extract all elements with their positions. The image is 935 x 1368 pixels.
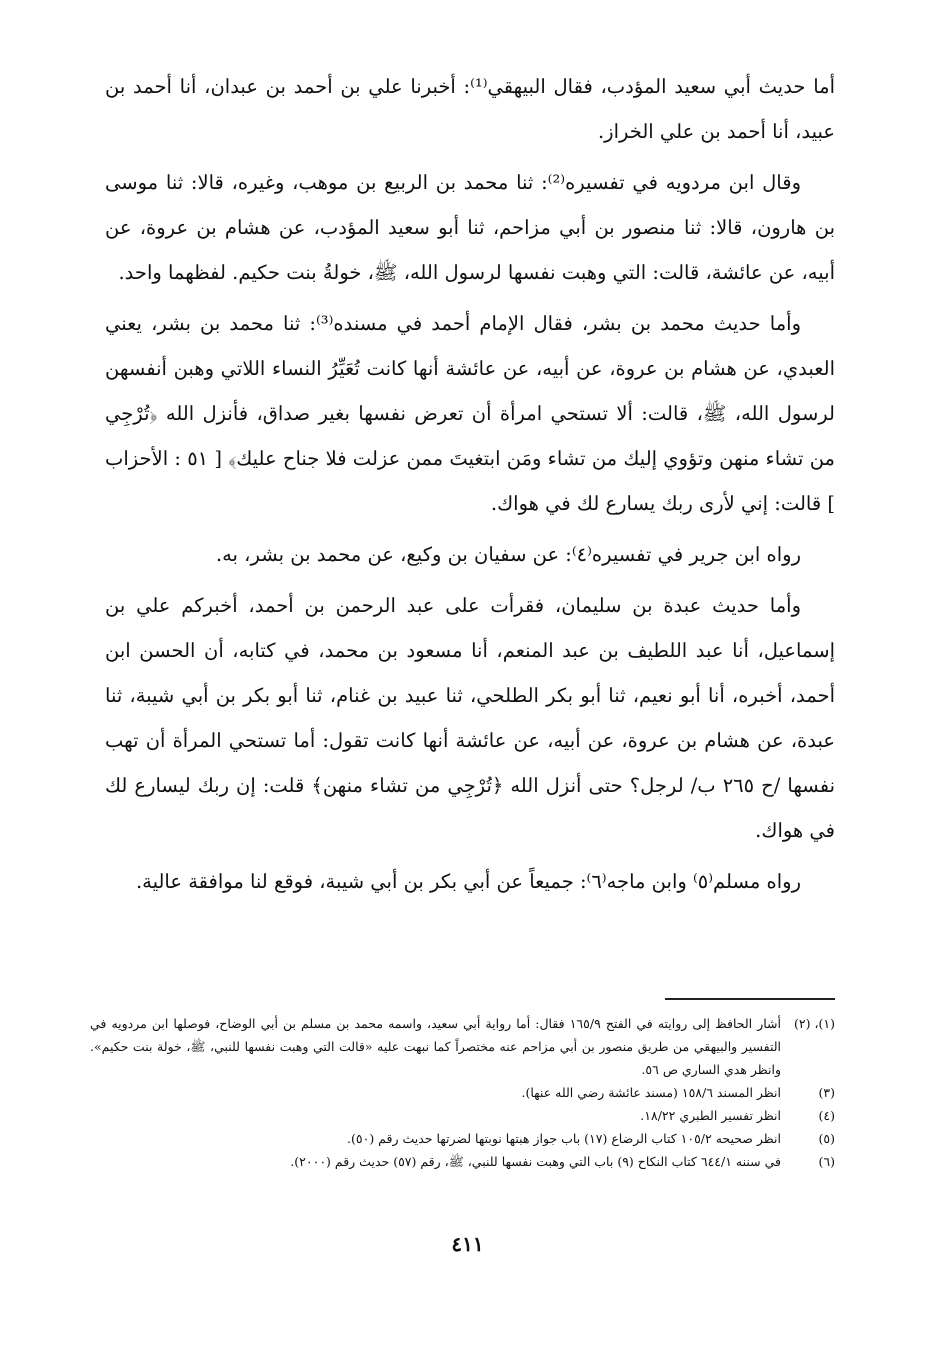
footnote [90,1127,835,1150]
footnote [90,1012,835,1081]
page-number: ٤١١ [451,1232,484,1256]
footnotes-section [90,1012,835,1173]
paragraph: وأما حديث محمد بن بشر، فقال الإمام أحمد في مسنده⁽³⁾: ثنا محمد بن بشر، يعني العبدي، عن هشام بن عروة، عن أبيه، عن عائشة أنها كانت تُعَيِّرُ النساء اللاتي وهبن أنفسهن لرسول الله، ﷺ، قالت: ألا تستحي امرأة أن تعرض نفسها بغير صداق، فأنزل الله ﴿تُرْجِي من تشاء منهن وتؤوي إليك من تشاء ومَن ابتغيتَ ممن عزلت فلا جناح عليك﴾ [ ٥١ : الأحزاب ] قالت: إني لأرى ربك يسارع لك في هواك. [105,312,835,515]
footnote-number: (٤) [818,1108,835,1123]
paragraph: أما حديث أبي سعيد المؤدب، فقال البيهقي⁽¹⁾: أخبرنا علي بن أحمد بن عبدان، أنا أحمد بن عبيد، أنا أحمد بن علي الخراز. [105,75,835,143]
paragraph: وقال ابن مردويه في تفسيره⁽²⁾: ثنا محمد بن الربيع بن موهب، وغيره، قالا: ثنا موسى بن هارون، قالا: ثنا منصور بن أبي مزاحم، ثنا أبو سعيد المؤدب، عن هشام بن عروة، عن أبيه، عن عائشة، قالت: التي وهبت نفسها لرسول الله، ﷺ، خولةُ بنت حكيم. لفظهما واحد. [105,171,835,284]
footnote-text: في سننه ٦٤٤/١ كتاب النكاح (٩) باب التي وهبت نفسها للنبي، ﷺ، رقم (٥٧) حديث رقم (٢٠٠٠). [290,1154,781,1169]
footnote-number: (١)، (٢) [794,1016,835,1031]
footnote-text: انظر صحيحه ١٠٥/٢ كتاب الرضاع (١٧) باب جواز هبتها نوبتها لضرتها حديث رقم (٥٠). [347,1131,781,1146]
footnote-text: أشار الحافظ إلى روايته في الفتح ١٦٥/٩ فقال: أما رواية أبي سعيد، واسمه محمد بن مسلم بن أبي الوضاح، فوصلها ابن مردويه في التفسير والبيهقي من طريق منصور بن أبي مزاحم عنه مختصراً كما نبهت عليه «قالت التي وهبت نفسها للنبي، ﷺ، خولة بنت حكيم». وانظر هدي الساري ص ٥٦. [90,1016,781,1077]
footnote-text: انظر المسند ١٥٨/٦ (مسند عائشة رضي الله عنها). [521,1085,781,1100]
paragraph: رواه ابن جرير في تفسيره⁽٤⁾: عن سفيان بن وكيع، عن محمد بن بشر، به. [215,543,801,566]
footnote-number: (٣) [818,1085,835,1100]
footnote [90,1150,835,1173]
paragraph: وأما حديث عبدة بن سليمان، فقرأت على عبد الرحمن بن أحمد، أخبركم علي بن إسماعيل، أنا عبد اللطيف بن عبد المنعم، أنا مسعود بن محمد، في كتابه، أن الحسن ابن أحمد، أخبره، أنا أبو نعيم، ثنا أبو بكر الطلحي، ثنا عبيد بن غنام، ثنا أبو بكر بن أبي شيبة، ثنا عبدة، عن هشام بن عروة، عن أبيه، عن عائشة أنها كانت تقول: أما تستحي المرأة أن تهب نفسها /ح ٢٦٥ ب/ لرجل؟ حتى أنزل الله ﴿تُرْجِي من تشاء منهن﴾ قلت: إن ربك ليسارع لك في هواك. [105,594,835,842]
footnote-number: (٥) [818,1131,835,1146]
footnote [90,1081,835,1104]
main-text-block [105,64,835,910]
footnote-number: (٦) [818,1154,835,1169]
footnote-text: انظر تفسير الطبري ١٨/٢٢. [640,1108,781,1123]
footnote [90,1104,835,1127]
footnote-divider [665,998,835,1000]
paragraph: رواه مسلم⁽٥⁾ وابن ماجه⁽٦⁾: جميعاً عن أبي بكر بن أبي شيبة، فوقع لنا موافقة عالية. [135,870,801,893]
